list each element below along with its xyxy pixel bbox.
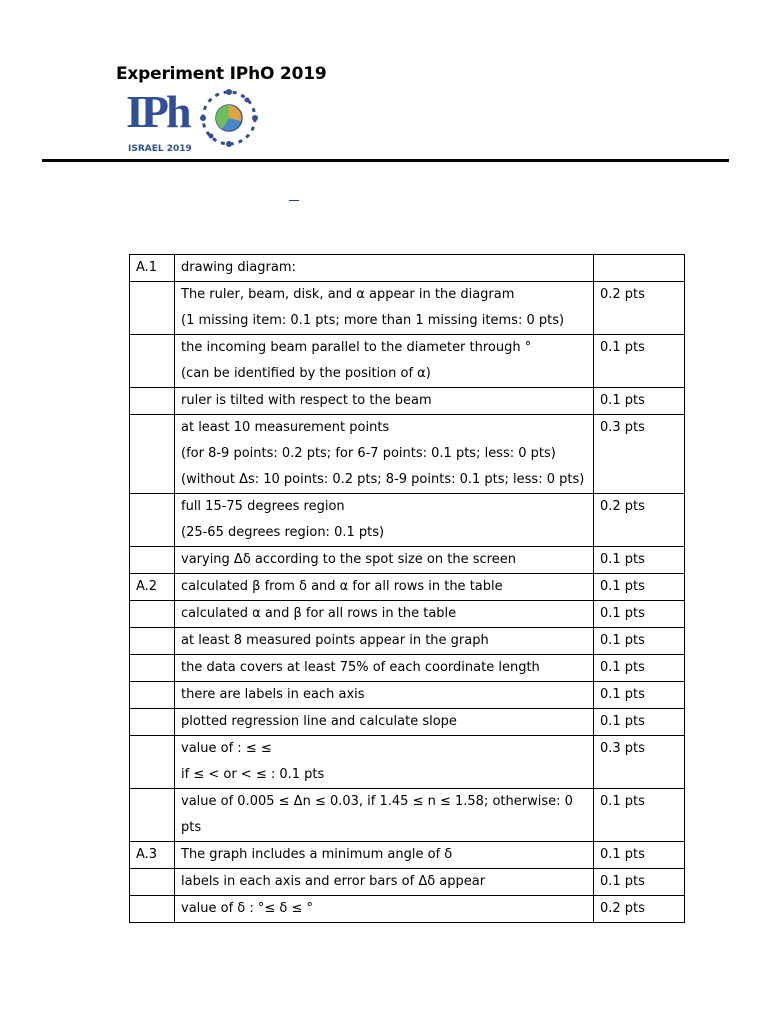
criterion-cell [175, 896, 594, 923]
grading-table [129, 254, 685, 923]
criterion-cell [175, 494, 594, 547]
criterion-cell [175, 736, 594, 789]
criterion-cell [175, 869, 594, 896]
points-cell: 0.1 pts [594, 388, 685, 415]
table-row [130, 842, 685, 869]
part-label [130, 789, 175, 842]
part-label [130, 896, 175, 923]
part-label [130, 335, 175, 388]
part-label [130, 388, 175, 415]
part-label [130, 494, 175, 547]
criterion-text: The ruler, beam, disk, and α appear in the diagram [181, 287, 515, 302]
points-cell: 0.1 pts [594, 869, 685, 896]
part-label [130, 415, 175, 494]
criterion-text: (without Δs: 10 points: 0.2 pts; 8-9 points: 0.1 pts; less: 0 pts) [181, 472, 585, 487]
criterion-text: at least 8 measured points appear in the graph [181, 633, 489, 648]
part-label [130, 628, 175, 655]
table-row [130, 628, 685, 655]
points-cell: 0.3 pts [594, 415, 685, 494]
points-cell: 0.2 pts [594, 494, 685, 547]
table-row [130, 335, 685, 388]
criterion-text: value of : ≤ ≤ [181, 741, 272, 756]
table-row [130, 896, 685, 923]
part-label [130, 682, 175, 709]
table-row [130, 709, 685, 736]
criterion-text: the data covers at least 75% of each coordinate length [181, 660, 540, 675]
criterion-cell [175, 628, 594, 655]
criterion-text: there are labels in each axis [181, 687, 365, 702]
criterion-text: The graph includes a minimum angle of δ [181, 847, 453, 862]
table-row [130, 415, 685, 494]
part-label [130, 601, 175, 628]
criterion-cell [175, 789, 594, 842]
criterion-cell [175, 682, 594, 709]
points-cell: 0.2 pts [594, 896, 685, 923]
part-label [130, 282, 175, 335]
points-cell: 0.1 pts [594, 709, 685, 736]
part-label [130, 547, 175, 574]
points-cell: 0.3 pts [594, 736, 685, 789]
points-cell: 0.1 pts [594, 628, 685, 655]
logo-subtitle: ISRAEL 2019 [128, 144, 192, 154]
table-row [130, 682, 685, 709]
part-label: A.3 [130, 842, 175, 869]
underline-mark [289, 200, 299, 201]
table-row [130, 494, 685, 547]
criterion-cell [175, 842, 594, 869]
criterion-cell [175, 574, 594, 601]
table-row [130, 601, 685, 628]
points-cell: 0.1 pts [594, 574, 685, 601]
table-row [130, 655, 685, 682]
table-row [130, 255, 685, 282]
table-row [130, 282, 685, 335]
points-cell: 0.1 pts [594, 547, 685, 574]
criterion-cell [175, 255, 594, 282]
criterion-cell [175, 601, 594, 628]
criterion-cell [175, 388, 594, 415]
criterion-text: plotted regression line and calculate slope [181, 714, 457, 729]
criterion-text: calculated β from δ and α for all rows in the table [181, 579, 503, 594]
part-label [130, 736, 175, 789]
part-label: A.1 [130, 255, 175, 282]
criterion-text: if ≤ < or < ≤ : 0.1 pts [181, 767, 325, 782]
criterion-text: (25-65 degrees region: 0.1 pts) [181, 525, 385, 540]
criterion-text: ruler is tilted with respect to the beam [181, 393, 432, 408]
criterion-text: value of δ : °≤ δ ≤ ° [181, 901, 314, 916]
table-row [130, 547, 685, 574]
criterion-text: varying Δδ according to the spot size on the screen [181, 552, 516, 567]
criterion-text: (can be identified by the position of α) [181, 366, 431, 381]
part-label: A.2 [130, 574, 175, 601]
points-cell [594, 255, 685, 282]
criterion-cell [175, 415, 594, 494]
points-cell: 0.1 pts [594, 682, 685, 709]
criterion-cell [175, 709, 594, 736]
part-label [130, 709, 175, 736]
points-cell: 0.1 pts [594, 655, 685, 682]
part-label [130, 655, 175, 682]
points-cell: 0.2 pts [594, 282, 685, 335]
header-divider [42, 159, 729, 162]
criterion-cell [175, 282, 594, 335]
table-row [130, 574, 685, 601]
table-row [130, 736, 685, 789]
criterion-cell [175, 655, 594, 682]
criterion-text: labels in each axis and error bars of Δδ appear [181, 874, 486, 889]
table-row [130, 388, 685, 415]
criterion-cell [175, 335, 594, 388]
points-cell: 0.1 pts [594, 789, 685, 842]
criterion-text: the incoming beam parallel to the diameter through ° [181, 340, 532, 355]
criterion-text: value of 0.005 ≤ Δn ≤ 0.03, if 1.45 ≤ n ≤ 1.58; otherwise: 0 pts [181, 794, 573, 835]
criterion-text: (1 missing item: 0.1 pts; more than 1 missing items: 0 pts) [181, 313, 565, 328]
part-label [130, 869, 175, 896]
criterion-cell [175, 547, 594, 574]
criterion-text: calculated α and β for all rows in the table [181, 606, 457, 621]
ipho-logo [124, 86, 274, 164]
criterion-text: drawing diagram: [181, 260, 296, 275]
criterion-text: full 15-75 degrees region [181, 499, 345, 514]
table-row [130, 789, 685, 842]
table-row [130, 869, 685, 896]
grading-table-body [130, 255, 685, 923]
logo-text: IPh [126, 86, 189, 137]
page-title: Experiment IPhO 2019 [116, 64, 327, 84]
criterion-text: at least 10 measurement points [181, 420, 390, 435]
atom-logo-icon [196, 88, 262, 154]
points-cell: 0.1 pts [594, 335, 685, 388]
points-cell: 0.1 pts [594, 601, 685, 628]
points-cell: 0.1 pts [594, 842, 685, 869]
criterion-text: (for 8-9 points: 0.2 pts; for 6-7 points: 0.1 pts; less: 0 pts) [181, 446, 556, 461]
